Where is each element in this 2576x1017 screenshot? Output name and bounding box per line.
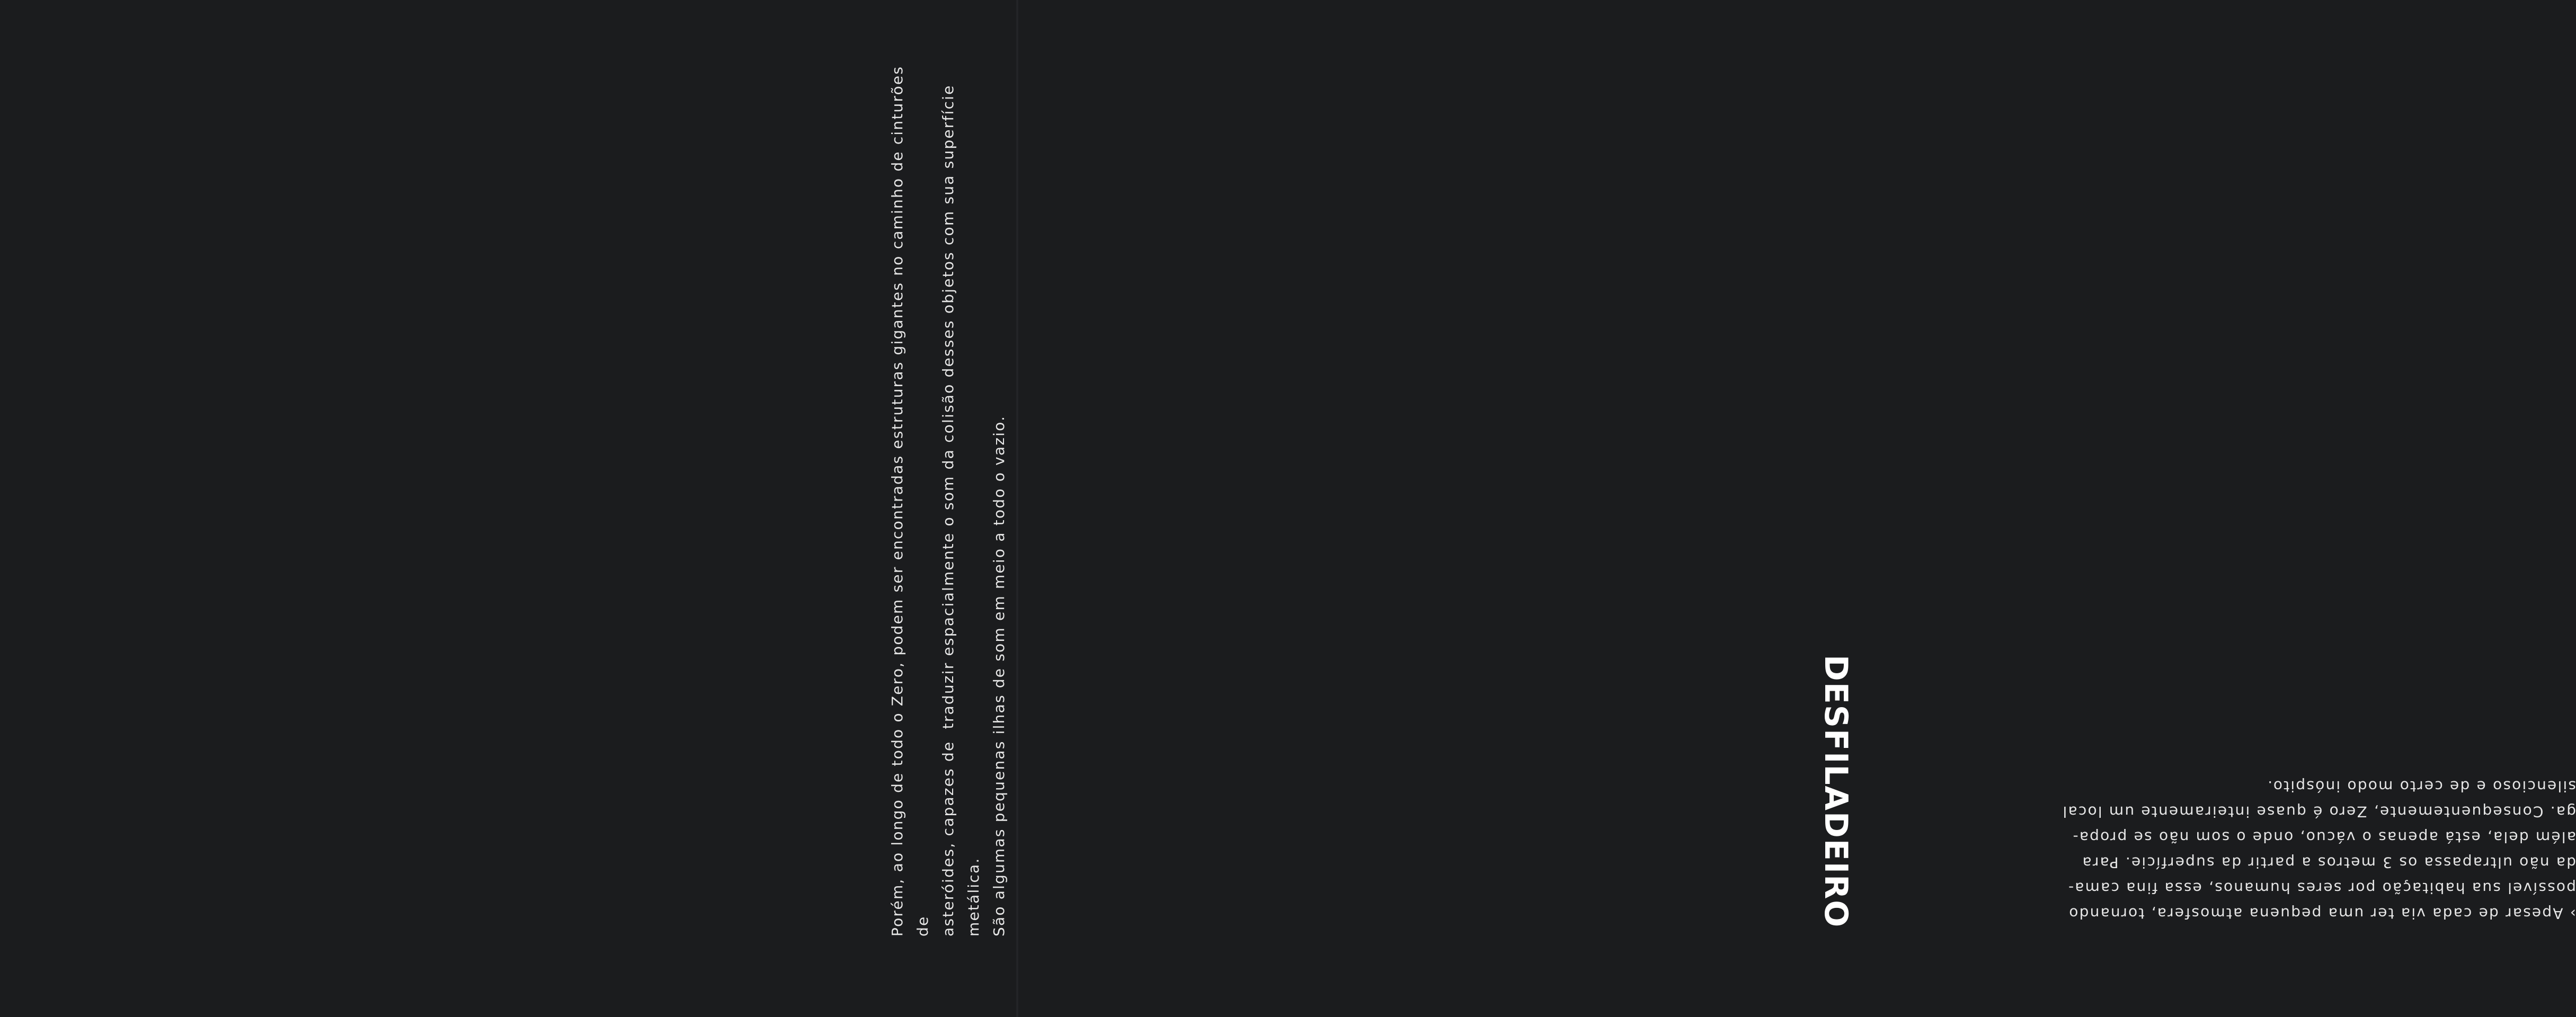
left-paragraph-line-3: São algumas pequenas ilhas de som em meio a todo o vazio. — [990, 415, 1008, 936]
right-paragraph-line-4: além dela, está apenas o vácuo, onde o som não se propa- — [2072, 828, 2576, 846]
right-paragraph-line-5: ga. Consequentemente, Zero é quase inteiramente um local — [2062, 803, 2576, 820]
right-paragraph-line-6: silencioso e de certo modo inóspito. — [2267, 778, 2576, 795]
right-flipped-paragraph — [2062, 773, 2576, 926]
left-vertical-paragraph — [885, 59, 1012, 936]
left-paragraph-line-1: Porém, ao longo de todo o Zero, podem ser encontradas estruturas gigantes no caminho de cinturões de — [889, 59, 931, 936]
right-paragraph-line-3: da não ultrapassa os 3 metros a partir da superfície. Para — [2081, 854, 2576, 871]
right-paragraph-line-2: possível sua habitação por seres humanos, essa fina cama- — [2067, 879, 2576, 897]
left-paragraph-line-2: asteróides, capazes de traduzir espacialmente o som da colisão desses objetos com sua superfície metálica. — [939, 78, 982, 936]
left-page — [0, 0, 1016, 1017]
right-page — [1018, 0, 2576, 1017]
chapter-title: DESFILADEIRO — [1817, 655, 1854, 929]
right-paragraph-line-1: › Apesar de cada via ter uma pequena atmosfera, tornando — [2068, 905, 2576, 922]
